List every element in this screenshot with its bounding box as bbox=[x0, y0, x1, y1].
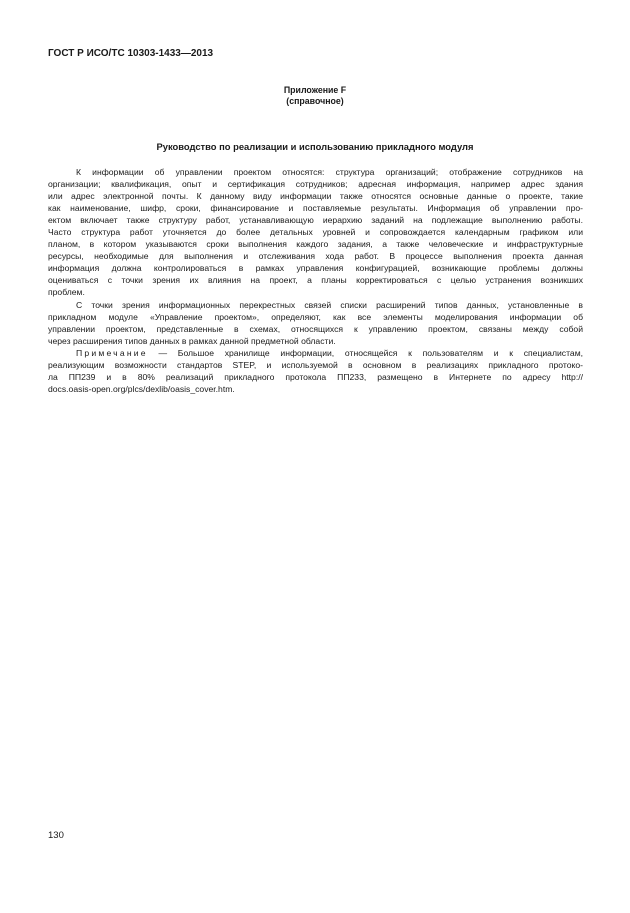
paragraph-line: как наименование, шифр, сроки, финансирование и поставляемые результаты. Информация об управлении про- bbox=[48, 203, 583, 214]
annex-title: Приложение F bbox=[283, 85, 347, 95]
paragraph-line: ресурсы, необходимые для выполнения и отслеживания хода работ. В процессе выполнения проекта данная bbox=[48, 251, 583, 262]
note-line: реализующим возможности стандартов STEP, и используемой в основном в реализациях прикладного протоко- bbox=[48, 359, 583, 370]
paragraph-line: или адрес электронной почты. К данному виду информации также относятся основные данные о проекте, такие bbox=[48, 191, 583, 202]
paragraph-line: планом, в котором указываются сроки выполнения каждого задания, а также человеческие и инфраструктурные bbox=[48, 239, 583, 250]
paragraph-line: информация должна контролироваться в рамках управления конфигурацией, возникающие проблемы должны bbox=[48, 263, 583, 274]
paragraph-line: С точки зрения информационных перекрестных связей списки расширений типов данных, установленные в bbox=[76, 299, 583, 310]
annex-subtitle: (справочное) bbox=[286, 96, 344, 106]
paragraph-line: ектом включает также структуру работ, устанавливающую иерархию заданий на подлежащие выполнению работы. bbox=[48, 215, 583, 226]
note-label: Примечание bbox=[76, 347, 148, 358]
paragraph-line: Часто структура работ уточняется до более детальных уровней и сопровождается календарным графиком или bbox=[48, 227, 583, 238]
paragraph-line: прикладном модуле «Управление проектом», определяют, как все элементы моделирования информации об bbox=[48, 311, 583, 322]
paragraph-line: управлении проектом, представленные в схемах, относящихся к управлению проектом, связаны между собой bbox=[48, 323, 583, 334]
page-number: 130 bbox=[48, 830, 64, 841]
note-line bbox=[48, 347, 583, 359]
body-text bbox=[48, 166, 583, 395]
note-line: ла ПП239 и в 80% реализаций прикладного протокола ПП233, размещено в Интернете по адресу http:// bbox=[48, 371, 583, 382]
paragraph-line: организации; квалификация, опыт и сертификация сотрудников; адресная информация, например адрес здания bbox=[48, 179, 583, 190]
paragraph-line: К информации об управлении проектом относятся: структура организаций; отображение сотрудников на bbox=[76, 167, 583, 177]
document-header: ГОСТ Р ИСО/ТС 10303-1433—2013 bbox=[48, 48, 214, 59]
note-line: docs.oasis-open.org/plcs/dexlib/oasis_cover.htm. bbox=[48, 383, 235, 394]
paragraph-line: проблем. bbox=[48, 287, 85, 298]
paragraph-line: оцениваться с точки зрения их влияния на проект, а планы корректироваться с целью устранения возникших bbox=[48, 275, 583, 286]
note-first-line: — Большое хранилище информации, относящейся к пользователям и к специалистам, bbox=[158, 347, 583, 358]
section-title: Руководство по реализации и использованию прикладного модуля bbox=[156, 141, 474, 152]
paragraph-line: через расширения типов данных в рамках данной предметной области. bbox=[48, 335, 336, 346]
